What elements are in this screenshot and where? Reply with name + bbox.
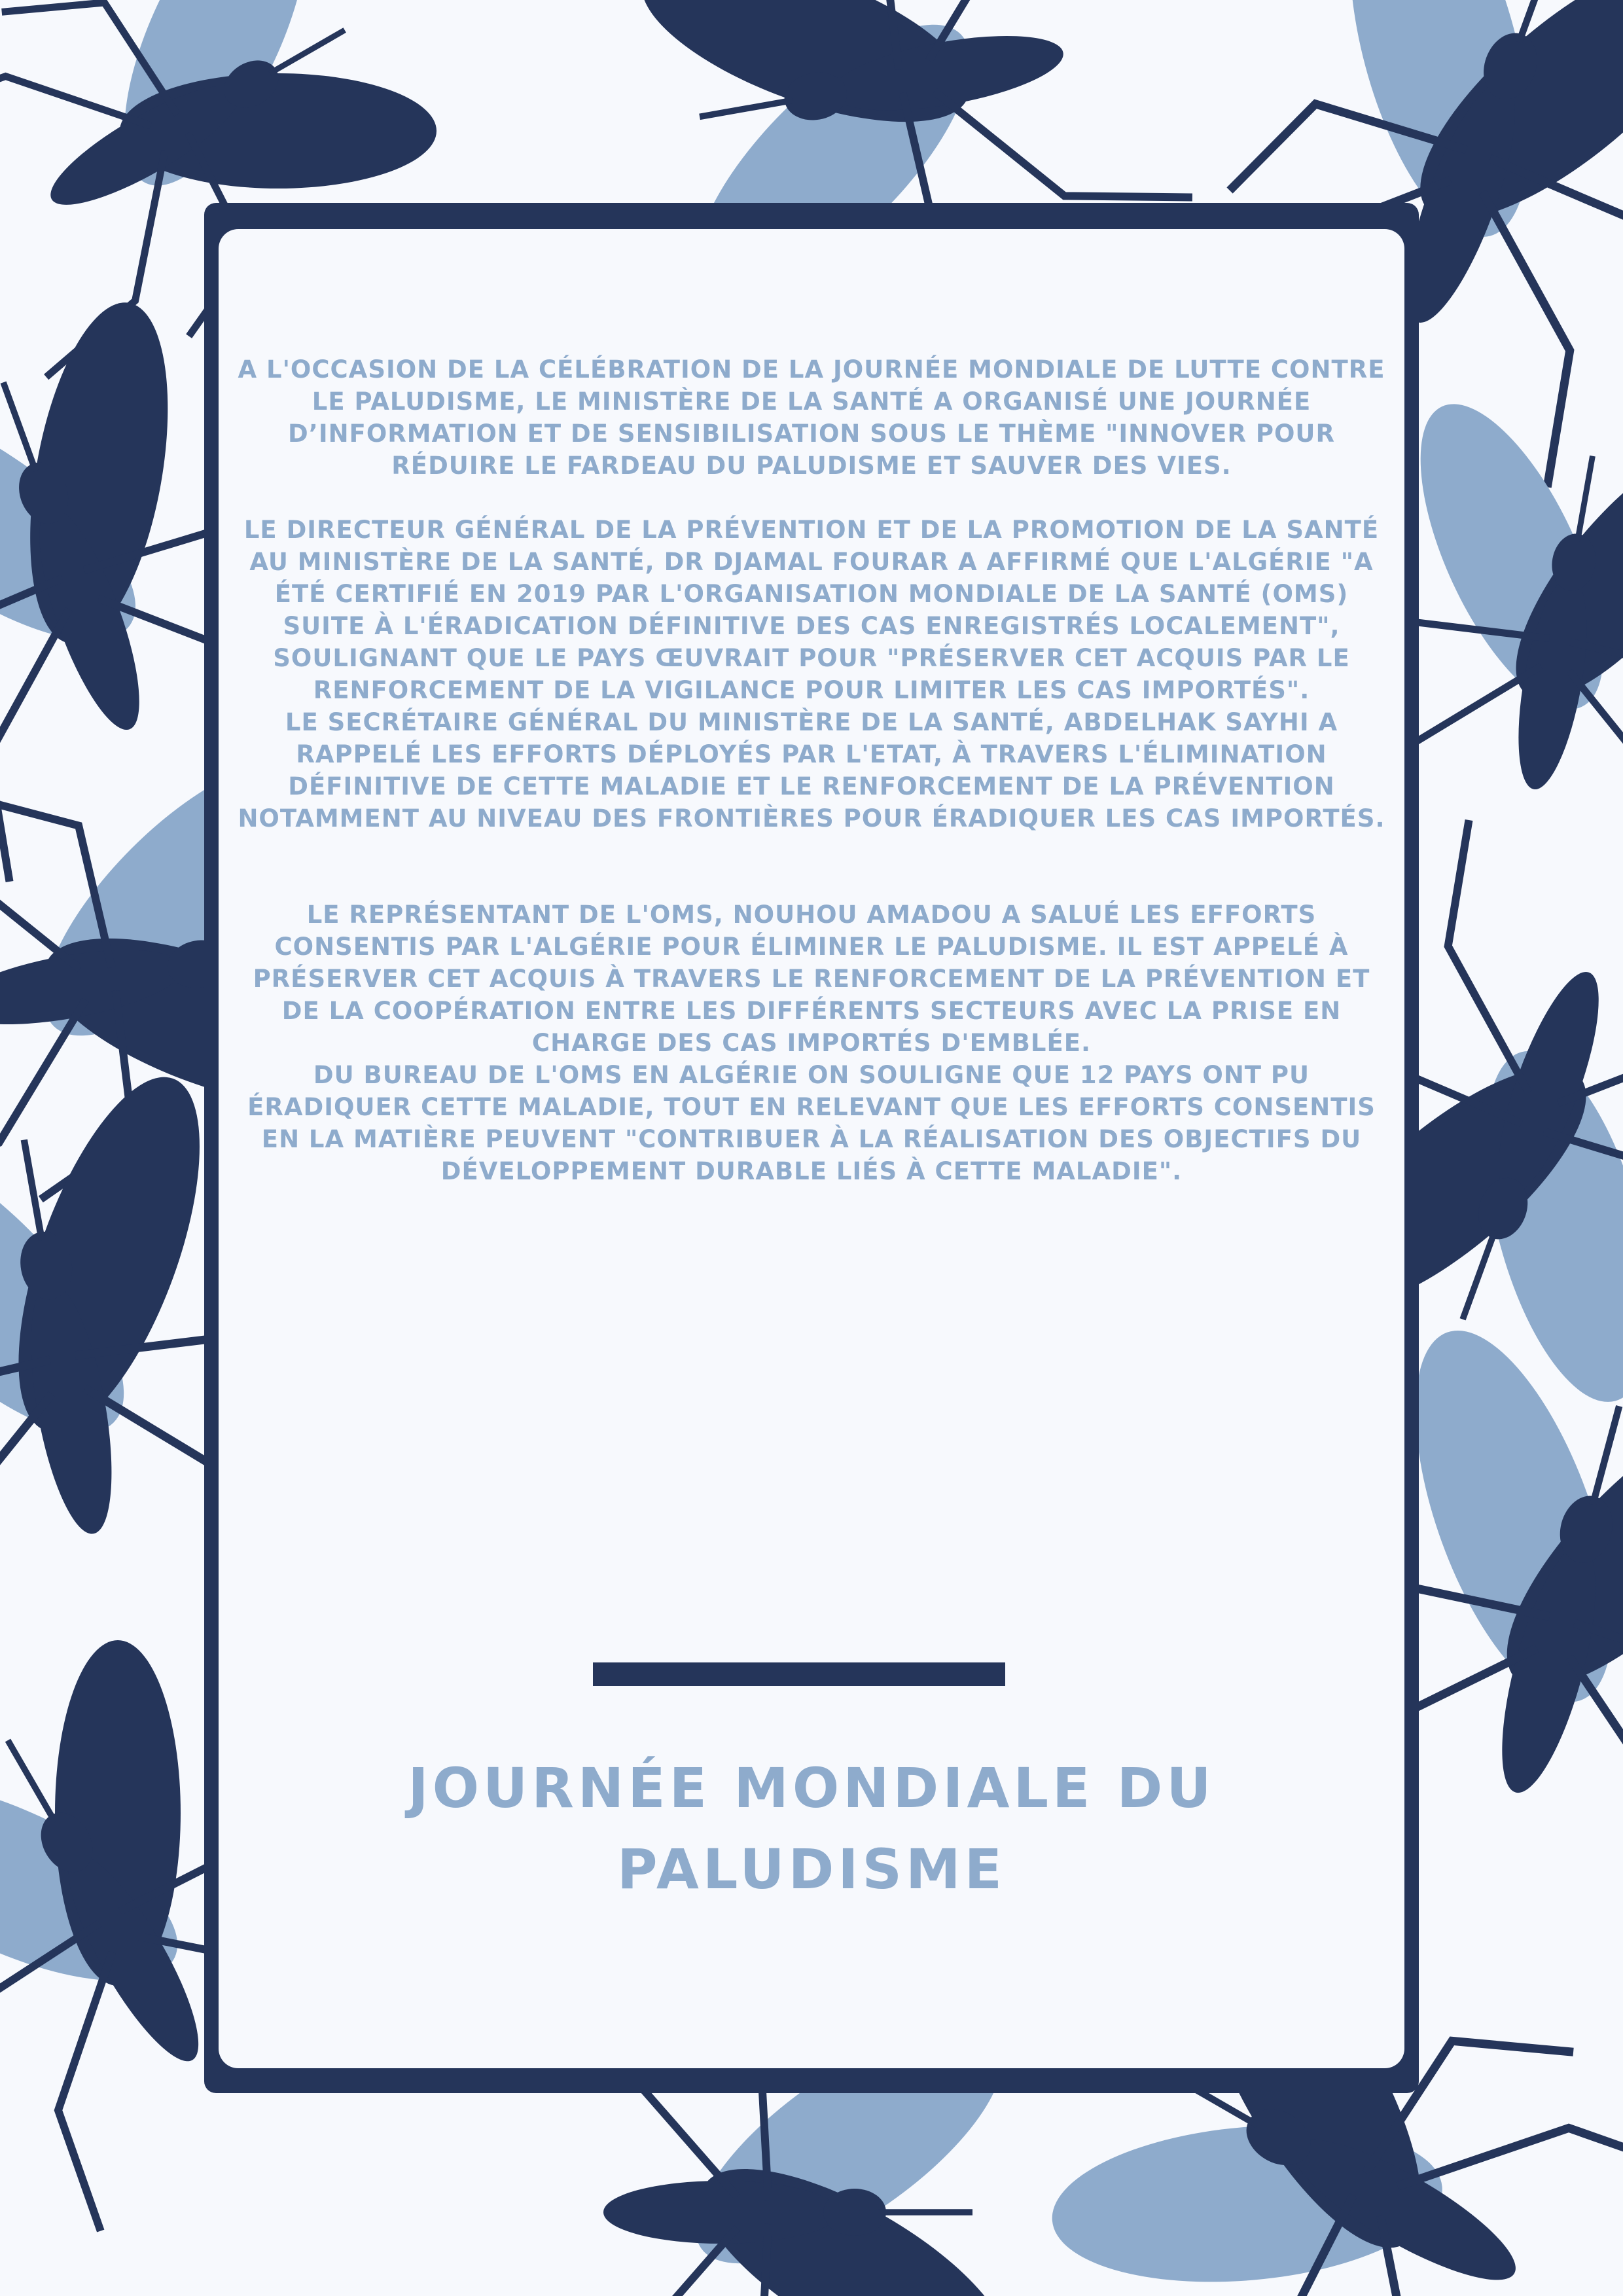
article-body	[236, 353, 1387, 1187]
page-title-line-1: JOURNÉE MONDIALE DU	[408, 1756, 1215, 1820]
page-title	[236, 1748, 1387, 1910]
page-title-line-2: PALUDISME	[616, 1837, 1007, 1901]
article-paragraph-4: LE REPRÉSENTANT DE L'OMS, NOUHOU AMADOU A SALUÉ LES EFFORTS CONSENTIS PAR L'ALGÉRIE POUR ÉLIMINER LE PALUDISME. IL EST APPELÉ À PRÉSERVER CET ACQUIS À TRAVERS LE RENFORCEMENT DE LA PRÉVENTION ET DE LA COOPÉRATION ENTRE LES DIFFÉRENTS SECTEURS AVEC LA PRISE EN CHARGE DES CAS IMPORTÉS D'EMBLÉE.	[253, 901, 1370, 1057]
article-paragraph-2: LE DIRECTEUR GÉNÉRAL DE LA PRÉVENTION ET DE LA PROMOTION DE LA SANTÉ AU MINISTÈRE DE LA SANTÉ, DR DJAMAL FOURAR A AFFIRMÉ QUE L'ALGÉRIE "A ÉTÉ CERTIFIÉ EN 2019 PAR L'ORGANISATION MONDIALE DE LA SANTÉ (OMS) SUITE À L'ÉRADICATION DÉFINITIVE DES CAS ENREGISTRÉS LOCALEMENT", SOULIGNANT QUE LE PAYS ŒUVRAIT POUR "PRÉSERVER CET ACQUIS PAR LE RENFORCEMENT DE LA VIGILANCE POUR LIMITER LES CAS IMPORTÉS".	[243, 516, 1380, 704]
title-divider	[593, 1662, 1005, 1686]
article-paragraph-3: LE SECRÉTAIRE GÉNÉRAL DU MINISTÈRE DE LA SANTÉ, ABDELHAK SAYHI A RAPPELÉ LES EFFORTS DÉPLOYÉS PAR L'ETAT, À TRAVERS L'ÉLIMINATION DÉFINITIVE DE CETTE MALADIE ET LE RENFORCEMENT DE LA PRÉVENTION NOTAMMENT AU NIVEAU DES FRONTIÈRES POUR ÉRADIQUER LES CAS IMPORTÉS.	[238, 708, 1385, 833]
article-paragraph-1: A L'OCCASION DE LA CÉLÉBRATION DE LA JOURNÉE MONDIALE DE LUTTE CONTRE LE PALUDISME, LE MINISTÈRE DE LA SANTÉ A ORGANISÉ UNE JOURNÉE D’INFORMATION ET DE SENSIBILISATION SOUS LE THÈME "INNOVER POUR RÉDUIRE LE FARDEAU DU PALUDISME ET SAUVER DES VIES.	[238, 355, 1385, 480]
article-paragraph-5: DU BUREAU DE L'OMS EN ALGÉRIE ON SOULIGNE QUE 12 PAYS ONT PU ÉRADIQUER CETTE MALADIE, TOUT EN RELEVANT QUE LES EFFORTS CONSENTIS EN LA MATIÈRE PEUVENT "CONTRIBUER À LA RÉALISATION DES OBJECTIFS DU DÉVELOPPEMENT DURABLE LIÉS À CETTE MALADIE".	[247, 1061, 1376, 1185]
